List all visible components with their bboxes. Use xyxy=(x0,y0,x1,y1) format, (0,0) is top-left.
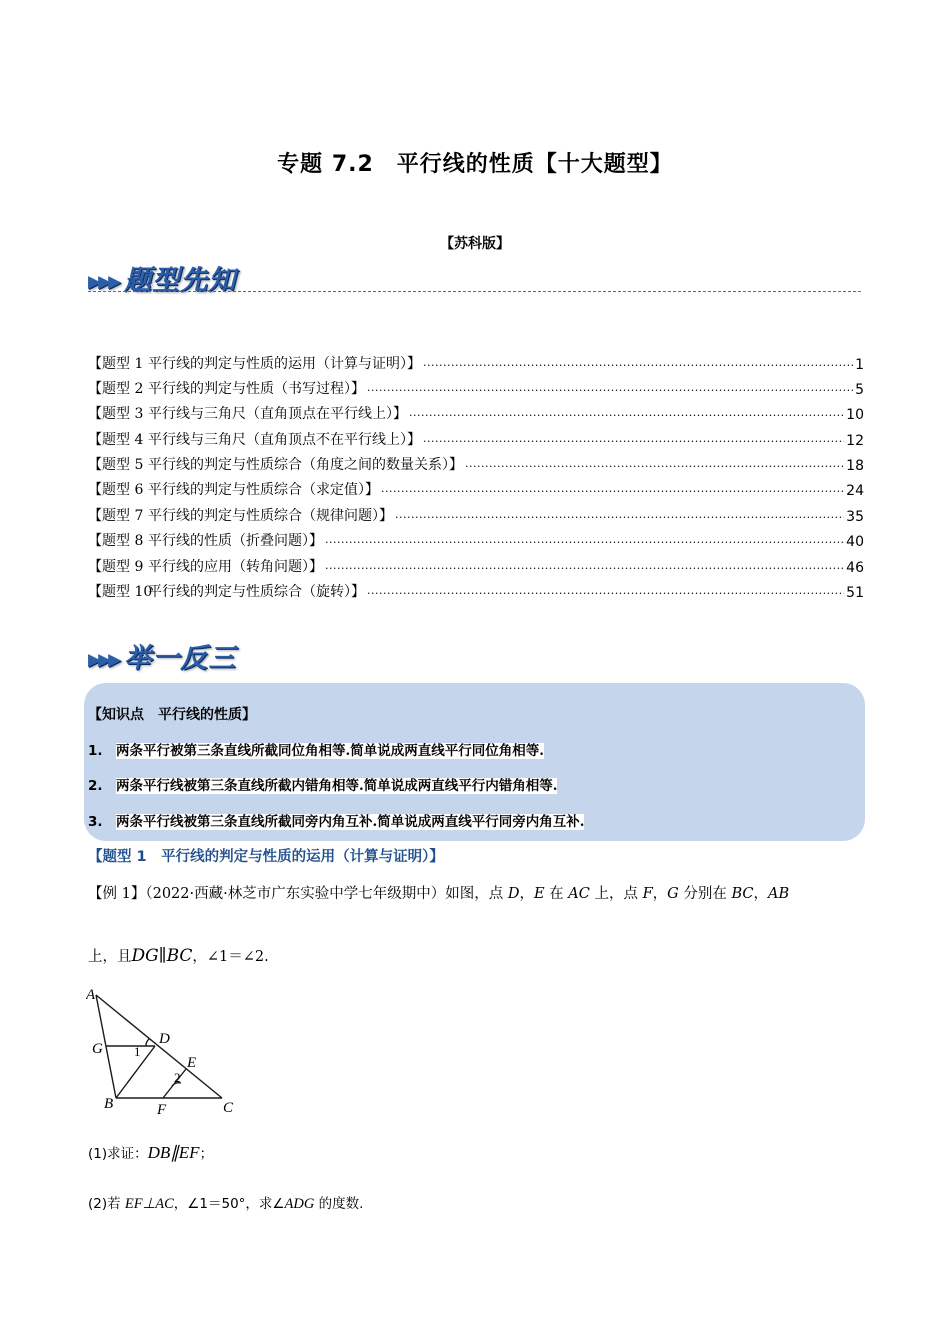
triple-arrow-icon: ▶▶▶ xyxy=(88,649,119,670)
knowledge-item xyxy=(88,774,557,794)
math-expr: ADG xyxy=(284,1196,315,1212)
toc-row[interactable] xyxy=(88,452,864,474)
toc-leader xyxy=(367,584,844,597)
edition-label: 【苏科版】 xyxy=(440,236,510,252)
toc-num: 【题型 2 xyxy=(88,381,144,397)
text: ， xyxy=(652,886,668,902)
text: (2)若 xyxy=(88,1196,125,1212)
text: 的度数. xyxy=(314,1196,364,1212)
toc-leader xyxy=(325,559,844,572)
text: ； xyxy=(199,1146,214,1162)
toc-page: 10 xyxy=(846,407,864,423)
toc-num: 【题型 1 xyxy=(88,356,144,372)
math-expr: DB∥EF xyxy=(147,1143,200,1162)
text: ，∠1＝∠2. xyxy=(192,949,269,965)
triple-arrow-icon: ▶▶▶ xyxy=(88,271,119,292)
text: ， xyxy=(519,886,534,902)
toc-row[interactable] xyxy=(88,554,864,576)
banner-examples xyxy=(88,636,236,676)
toc-num: 【题型 4 xyxy=(88,432,144,448)
toc-row[interactable] xyxy=(88,528,864,550)
toc-row[interactable] xyxy=(88,503,864,525)
toc-page: 24 xyxy=(846,483,864,499)
toc-text: 平行线的性质（折叠问题）】 xyxy=(148,533,323,549)
toc-row[interactable] xyxy=(88,351,864,373)
toc-leader xyxy=(423,432,844,445)
angle-1-arc xyxy=(146,1039,149,1046)
example-label: 【例 1】 xyxy=(88,886,146,902)
item-text: 两条平行线被第三条直线所截内错角相等.简单说成两直线平行内错角相等. xyxy=(116,778,558,794)
toc-page: 35 xyxy=(846,509,864,525)
section-heading: 【题型 1 平行线的判定与性质的运用（计算与证明）】 xyxy=(88,849,444,865)
item-text: 两条平行线被第三条直线所截同旁内角互补.简单说成两直线平行同旁内角互补. xyxy=(116,814,585,830)
geometry-figure xyxy=(86,985,236,1120)
var: G xyxy=(667,886,679,902)
item-number: 2. xyxy=(88,778,103,794)
var: AB xyxy=(767,886,790,902)
divider xyxy=(88,291,861,292)
toc-text: 平行线的判定与性质综合（规律问题）】 xyxy=(148,508,393,524)
toc-page: 1 xyxy=(855,357,864,373)
example-line-2 xyxy=(88,945,269,966)
toc-leader xyxy=(465,457,844,470)
toc-num: 【题型 8 xyxy=(88,533,144,549)
banner-topic-preview xyxy=(88,258,236,298)
banner-text: 题型先知 xyxy=(124,265,237,296)
math-expr: DG∥BC xyxy=(131,946,193,966)
toc-page: 5 xyxy=(855,382,864,398)
toc-row[interactable] xyxy=(88,477,864,499)
banner-text: 举一反三 xyxy=(124,643,237,674)
toc-row[interactable] xyxy=(88,579,864,601)
toc-row[interactable] xyxy=(88,427,864,449)
toc-row[interactable] xyxy=(88,376,864,398)
knowledge-item xyxy=(88,810,584,830)
label-A: A xyxy=(86,987,96,1003)
label-E: E xyxy=(187,1055,197,1071)
label-C: C xyxy=(223,1100,234,1116)
toc-row[interactable] xyxy=(88,401,864,423)
var: D xyxy=(507,886,520,902)
toc-num: 【题型 7 xyxy=(88,508,144,524)
toc-page: 18 xyxy=(846,458,864,474)
var: F xyxy=(642,886,653,902)
toc-page: 51 xyxy=(846,585,864,601)
toc-page: 46 xyxy=(846,560,864,576)
toc-leader xyxy=(409,406,844,419)
question-2 xyxy=(88,1192,363,1213)
label-D: D xyxy=(159,1031,170,1047)
toc-num: 【题型 10 xyxy=(88,584,153,600)
var: AC xyxy=(568,886,590,902)
math-expr: EF⊥AC xyxy=(124,1196,174,1212)
toc-leader xyxy=(395,508,844,521)
knowledge-title: 【知识点 平行线的性质】 xyxy=(88,707,256,723)
knowledge-item xyxy=(88,739,544,759)
text: 上，且 xyxy=(88,949,132,965)
toc-num: 【题型 3 xyxy=(88,406,144,422)
toc-leader xyxy=(367,381,853,394)
var: E xyxy=(533,886,545,902)
toc-num: 【题型 5 xyxy=(88,457,144,473)
toc-text: 平行线的判定与性质（书写过程）】 xyxy=(148,381,365,397)
item-number: 3. xyxy=(88,814,103,830)
text: 上，点 xyxy=(589,886,643,902)
toc-num: 【题型 9 xyxy=(88,559,144,575)
example-line-1 xyxy=(88,882,789,903)
label-angle-2: 2 xyxy=(174,1070,181,1085)
var: BC xyxy=(731,886,754,902)
toc-leader xyxy=(381,482,844,495)
question-1 xyxy=(88,1142,213,1163)
toc-text: 平行线的判定与性质综合（旋转）】 xyxy=(148,584,365,600)
example-source: （2022·西藏·林芝市广东实验中学七年级期中） xyxy=(145,886,446,902)
toc-page: 40 xyxy=(846,534,864,550)
item-text: 两条平行被第三条直线所截同位角相等.简单说成两直线平行同位角相等. xyxy=(116,743,544,759)
label-B: B xyxy=(104,1096,114,1112)
text: 在 xyxy=(544,886,569,902)
label-G: G xyxy=(92,1041,103,1057)
text: (1)求证： xyxy=(88,1146,148,1162)
text: 如图，点 xyxy=(445,886,508,902)
label-angle-1: 1 xyxy=(134,1044,141,1059)
page-title: 专题 7.2 平行线的性质【十大题型】 xyxy=(277,152,673,177)
toc-text: 平行线的判定与性质的运用（计算与证明）】 xyxy=(148,356,421,372)
text: ， xyxy=(753,886,768,902)
toc-leader xyxy=(325,533,844,546)
toc-text: 平行线的应用（转角问题）】 xyxy=(148,559,323,575)
toc-text: 平行线的判定与性质综合（求定值）】 xyxy=(148,482,379,498)
toc-text: 平行线与三角尺（直角顶点在平行线上）】 xyxy=(148,406,407,422)
label-F: F xyxy=(157,1102,167,1118)
toc-page: 12 xyxy=(846,433,864,449)
text: ，∠1＝50°，求∠ xyxy=(173,1196,285,1212)
text: 分别在 xyxy=(678,886,732,902)
toc-text: 平行线与三角尺（直角顶点不在平行线上）】 xyxy=(148,432,421,448)
toc-num: 【题型 6 xyxy=(88,482,144,498)
item-number: 1. xyxy=(88,743,103,759)
toc-leader xyxy=(423,356,853,369)
toc-text: 平行线的判定与性质综合（角度之间的数量关系）】 xyxy=(148,457,463,473)
